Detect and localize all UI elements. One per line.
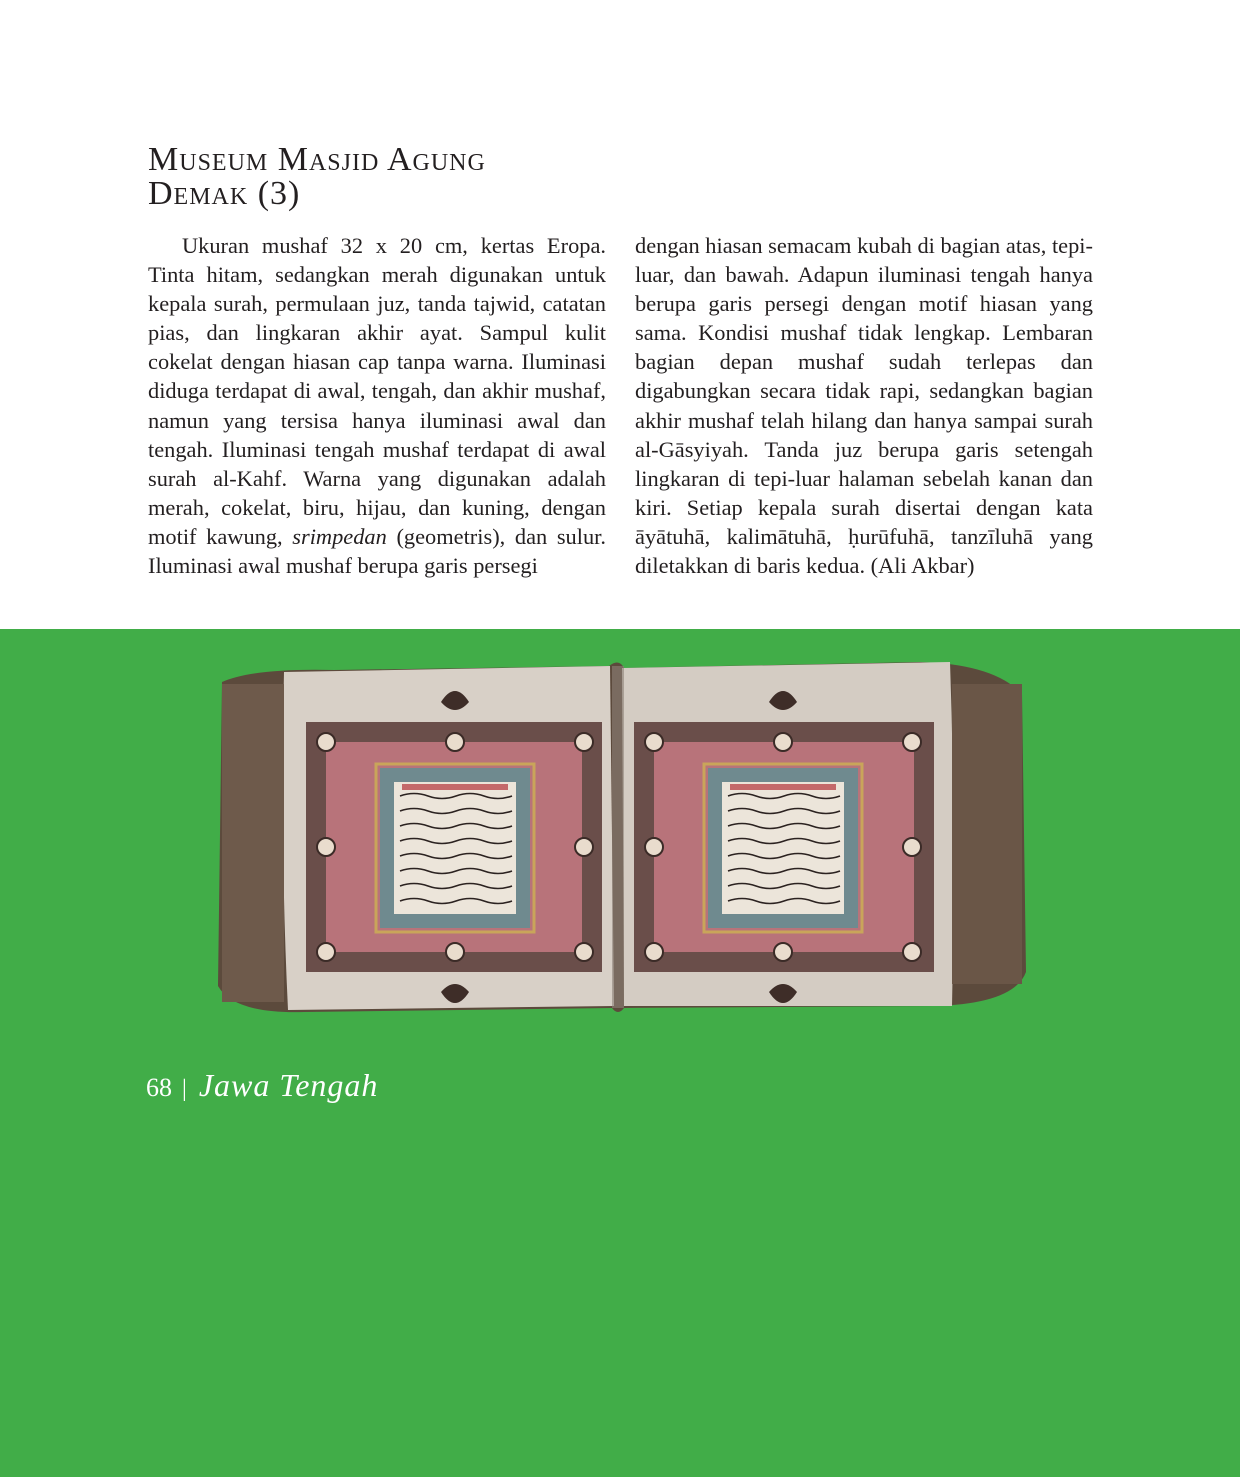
body-text-left-part-1: Ukuran mushaf 32 x 20 cm, kertas Eropa. Tinta hitam, sedangkan merah digunakan untuk kepala surah, permulaan juz, tanda tajwid, catatan pias, dan lingkaran akhir ayat. Sampul kulit cokelat dengan hiasan cap tanpa warna. Iluminasi diduga terdapat di awal, tengah, dan akhir mushaf, namun yang tersisa hanya iluminasi awal dan tengah. Iluminasi tengah mushaf terdapat di awal surah al-Kahf. Warna yang digunakan adalah merah, cokelat, biru, hijau, dan kuning, dengan motif kawung, [148,233,606,549]
right-knot-ornament [774,943,792,961]
left-knot-ornament [317,838,335,856]
page-footer [146,1067,378,1104]
right-knot-ornament [645,838,663,856]
right-red-heading [730,784,836,790]
right-page-edges [952,684,1022,984]
footer-separator: | [182,1076,187,1102]
body-text-left-part-2: (geometris), dan sulur. Iluminasi awal mushaf berupa garis persegi [148,523,606,579]
left-text-panel [394,782,516,914]
spine-shadow [612,666,624,1008]
left-knot-ornament [575,943,593,961]
right-knot-ornament [903,733,921,751]
left-knot-ornament [446,943,464,961]
article-title [148,143,608,211]
manuscript-photo [214,654,1032,1019]
page-number: 68 [146,1073,172,1102]
right-knot-ornament [903,943,921,961]
body-text-italic-term: srimpedan [292,523,387,549]
article-title-line-1: Museum Masjid Agung [148,141,486,178]
left-red-heading [402,784,508,790]
body-column-left [148,231,606,580]
body-paragraph-left [148,231,606,580]
footer-region: Jawa Tengah [198,1067,379,1103]
right-knot-ornament [645,733,663,751]
left-knot-ornament [317,943,335,961]
left-knot-ornament [575,733,593,751]
right-knot-ornament [645,943,663,961]
right-knot-ornament [774,733,792,751]
body-paragraph-right: dengan hiasan semacam kubah di bagian atas, tepi-luar, dan bawah. Adapun iluminasi tengah hanya berupa garis persegi dengan motif hiasan yang sama. Kondisi mushaf tidak lengkap. Lembaran bagian depan mushaf sudah terlepas dan digabungkan secara tidak rapi, sedangkan bagian akhir mushaf telah hilang dan hanya sampai surah al-Gāsyiyah. Tanda juz berupa garis setengah lingkaran di tepi-luar halaman sebelah kanan dan kiri. Setiap kepala surah disertai dengan kata āyātuhā, kalimātuhā, ḥurūfuhā, tanzīluhā yang diletakkan di baris kedua. (Ali Akbar) [635,233,1093,579]
left-page-edges [222,684,284,1002]
left-knot-ornament [446,733,464,751]
right-knot-ornament [903,838,921,856]
right-text-panel [722,782,844,914]
left-knot-ornament [317,733,335,751]
article-title-line-2: Demak (3) [148,175,301,212]
left-knot-ornament [575,838,593,856]
body-column-right [635,231,1093,580]
